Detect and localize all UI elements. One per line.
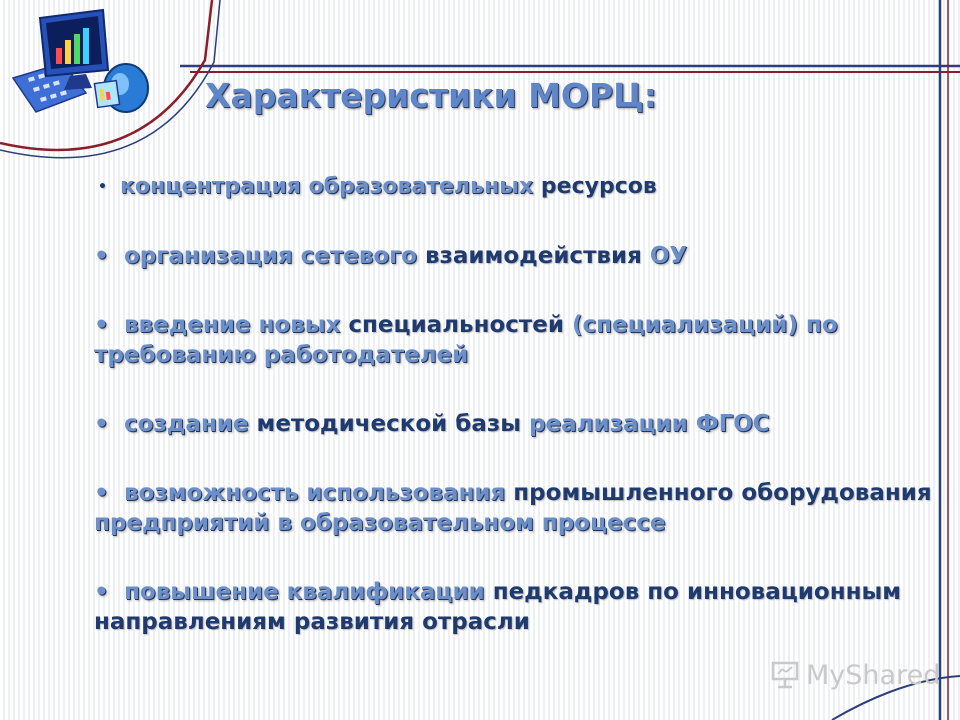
item-text-segment: организация сетевого [124,243,425,269]
list-item [94,241,934,271]
item-text-segment: концентрация образовательных [120,174,541,199]
computer-illustration-icon [8,8,168,128]
bullet-marker: • [94,312,109,338]
item-text-segment: (специализаций) по требованию работодателей [94,312,838,368]
item-text-segment: промышленного оборудования [513,480,932,506]
item-text-segment: повышение квалификации [124,579,493,605]
bullet-marker: • [94,480,109,506]
list-item [94,409,934,439]
list-item [94,310,934,370]
item-text-segment: ресурсов [540,174,657,199]
bullet-marker: • [98,179,107,195]
presentation-icon [770,660,800,690]
watermark [770,655,940,695]
item-text-segment: методической базы [256,411,530,437]
bullet-marker: • [94,579,109,605]
bullet-marker: • [94,411,109,437]
list-item [94,577,934,637]
list-item [98,172,934,202]
bullet-marker: • [94,243,109,269]
watermark-text: MyShared [806,659,941,691]
item-text-segment: реализации ФГОС [529,411,770,437]
item-text-segment: возможность использования [124,480,514,506]
list-item [94,478,934,538]
item-text-segment: ОУ [649,243,688,269]
item-text-segment: педкадров по инновационным направлениям развития отрасли [94,579,902,635]
item-text-segment: взаимодействия [424,243,650,269]
item-text-segment: предприятий в образовательном процессе [94,510,666,536]
bullet-list [94,172,934,637]
item-text-segment: введение новых [124,312,349,338]
item-text-segment: специальностей [348,312,572,338]
item-text-segment: создание [124,411,257,437]
slide-title: Характеристики МОРЦ: [205,76,657,115]
